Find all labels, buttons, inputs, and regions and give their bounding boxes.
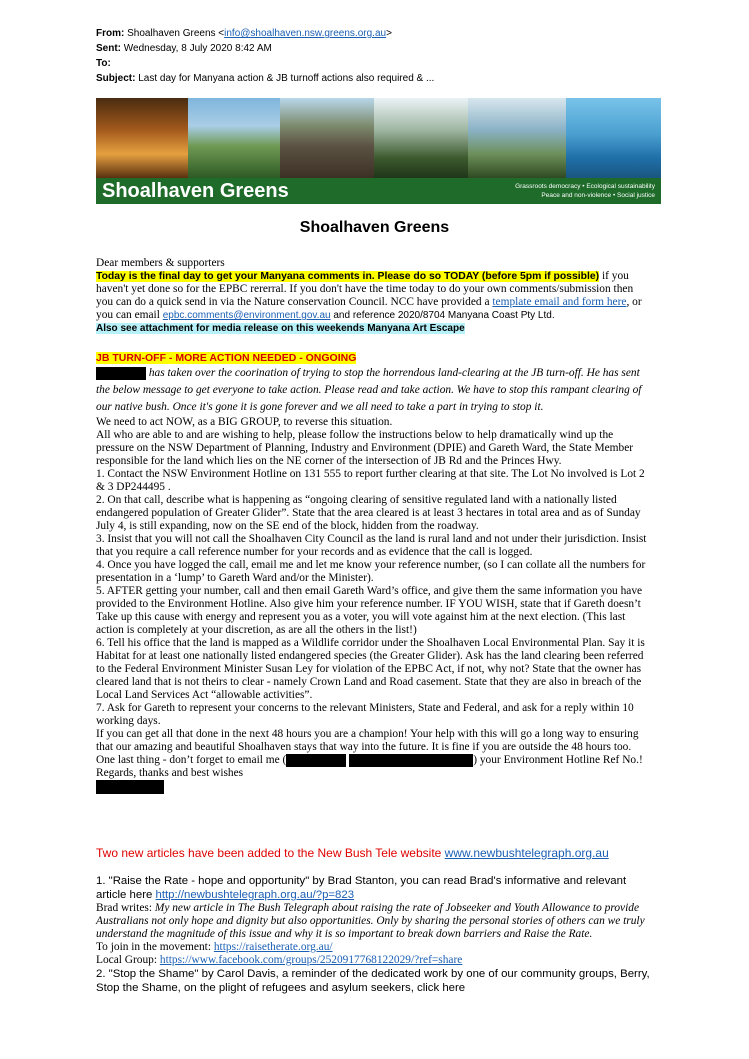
from-email-link[interactable]: info@shoalhaven.nsw.greens.org.au	[224, 28, 387, 39]
step-4: 4. Once you have logged the call, email me and let me know your reference number, (so I can collate all the numbers for presentation in a ‘lump’ to Gareth Ward and/or the Minister).	[96, 559, 646, 584]
intro-section	[96, 257, 652, 335]
join-movement: To join in the movement: https://raisetherate.org.au/	[96, 941, 333, 953]
local-group: Local Group: https://www.facebook.com/groups/2520917768122029/?ref=share	[96, 954, 463, 966]
banner-org-name: Shoalhaven Greens	[102, 180, 289, 202]
step-3: 3. Insist that you will not call the Shoalhaven City Council as the land is rural land and not under their jurisdiction. Insist that you require a call reference number for your records and as evidence that the call is logged.	[96, 533, 647, 558]
article-1-link[interactable]: http://newbushtelegraph.org.au/?p=823	[155, 889, 355, 901]
banner-photo-tree	[96, 98, 188, 178]
jb-section	[96, 352, 652, 794]
step-6: 6. Tell his office that the land is mapped as a Wildlife corridor under the Shoalhaven Local Environmental Plan. Say it is Habitat for at least one nationally listed endangered species (the Greater Glider). Ask has the land clearing been referred to the Federal Environment Minister Susan Ley for violation of the EPBC Act, if not, why not? State that the owner has cleared land that is not theirs to clear - namely Crown Land and Road casement. State that they are also in breach of the Local Land Services Act “allowable activities”.	[96, 637, 645, 701]
raise-the-rate-link[interactable]: https://raisetherate.org.au/	[213, 941, 333, 953]
banner-photo-coast	[188, 98, 280, 178]
intro-paragraph: Today is the final day to get your Manyana comments in. Please do so TODAY (before 5pm if possible) if you haven't yet done so for the EPBC rererral. If you don't have the time today to do your own comments/submission then you can do a quick send in via the Nature conservation Council. NCC have provided a template email and form here, or you can email epbc.comments@environment.gov.au and reference 2020/8704 Manyana Coast Pty Ltd.	[96, 270, 642, 321]
to-line: To:	[96, 58, 111, 69]
jb-p2: All who are able to and are wishing to help, please follow the instructions below to help dramatically wind up the pressure on the NSW Department of Planning, Industry and Environment (DPIE) and Gareth Ward, the State Member responsible for the land which lies on the NE corner of the intersection of JB Rd and the Princes Hwy.	[96, 429, 634, 467]
redacted-email-1	[286, 754, 346, 767]
banner-photo-bush	[374, 98, 468, 178]
page-title: Shoalhaven Greens	[299, 219, 450, 236]
banner-tagline: Grassroots democracy • Ecological sustainability Peace and non-violence • Social justice	[515, 183, 655, 199]
banner-photo-lake	[566, 98, 661, 178]
jb-intro: has taken over the coorination of trying to stop the horrendous land-clearing at the JB turn-off. He has sent the below message to get everyone to take action. Please read and take action. We have to stop this rampant clearing of our native bush. Once it's gone it is gone forever and we all need to take a part in trying to stop it.	[96, 367, 642, 413]
subject-line: Subject: Last day for Manyana action & JB turnoff actions also required & ...	[96, 73, 435, 84]
deadline-highlight: Today is the final day to get your Manyana comments in. Please do so TODAY (before 5pm if possible)	[96, 271, 600, 282]
articles-heading: Two new articles have been added to the New Bush Tele website www.newbushtelegraph.org.au	[96, 846, 609, 860]
brad-writes: Brad writes: My new article in The Bush Telegraph about raising the rate of Jobseeker and Youth Allowance to provide Australians not only hope and dignity but also opportunities. Only by sharing the personal stories of others can we truly understand the magnitude of this issue and why it is so important to break down barriers and Raise the Rate.	[96, 902, 645, 940]
jb-p1: We need to act NOW, as a BIG GROUP, to reverse this situation.	[96, 416, 393, 428]
attachment-note: Also see attachment for media release on this weekends Manyana Art Escape	[96, 323, 465, 334]
sent-line: Sent: Wednesday, 8 July 2020 8:42 AM	[96, 43, 272, 54]
article-1: 1. "Raise the Rate - hope and opportunity" by Brad Stanton, you can read Brad's informative and relevant article here http://newbushtelegraph.org.au/?p=823	[96, 875, 627, 901]
greeting: Dear members & supporters	[96, 257, 225, 269]
banner-photo-gate	[280, 98, 374, 178]
step-7: 7. Ask for Gareth to represent your concerns to the relevant Ministers, State and Federal, and ask for a reply within 10 working days.	[96, 702, 634, 727]
shoalhaven-greens-banner	[96, 98, 661, 204]
banner-photo-beach	[468, 98, 566, 178]
jb-p3: If you can get all that done in the next 48 hours you are a champion! Your help with this will go a long way to ensuring that our amazing and beautiful Shoalhaven stays that way into the future. It is fine if you are outside the 48 hours too.	[96, 728, 639, 753]
articles-section	[96, 846, 652, 995]
jb-heading: JB TURN-OFF - MORE ACTION NEEDED - ONGOING	[96, 352, 357, 364]
facebook-group-link[interactable]: https://www.facebook.com/groups/2520917768122029/?ref=share	[159, 954, 463, 966]
from-line: From: Shoalhaven Greens <info@shoalhaven.nsw.greens.org.au>	[96, 28, 392, 39]
redacted-name	[96, 367, 146, 380]
redacted-signature	[96, 780, 164, 794]
step-5: 5. AFTER getting your number, call and then email Gareth Ward’s office, and give them the same information you have provided to the Environment Hotline. Also give him your reference number. IF YOU WISH, state that if Gareth doesn’t Take up this cause with energy and represent you as a voter, you will vote against him at the next election. (This last action is completely at your discretion, as are all the others in the list!)	[96, 585, 643, 636]
epbc-email-link[interactable]: epbc.comments@environment.gov.au	[162, 310, 331, 321]
article-2: 2. "Stop the Shame" by Carol Davis, a reminder of the dedicated work by one of our community groups, Berry, Stop the Shame, on the plight of refugees and asylum seekers, click here	[96, 968, 650, 994]
step-1: 1. Contact the NSW Environment Hotline on 131 555 to report further clearing at that site. The Lot No involved is Lot 2 & 3 DP244495 .	[96, 468, 645, 493]
step-2: 2. On that call, describe what is happening as “ongoing clearing of sensitive regulated land with a nationally listed endangered population of Greater Glider”. State that the area cleared is at least 3 hectares in total area and as of Sunday July 4, is still expanding, now on the SE end of the block, hidden from the roadway.	[96, 494, 641, 532]
redacted-email-2	[349, 754, 473, 767]
last-thing: One last thing - don’t forget to email me ( ) your Environment Hotline Ref No.!	[96, 754, 643, 767]
regards: Regards, thanks and best wishes	[96, 767, 244, 780]
template-email-link[interactable]: template email and form here	[492, 296, 627, 308]
bush-tele-link[interactable]: www.newbushtelegraph.org.au	[444, 846, 609, 860]
